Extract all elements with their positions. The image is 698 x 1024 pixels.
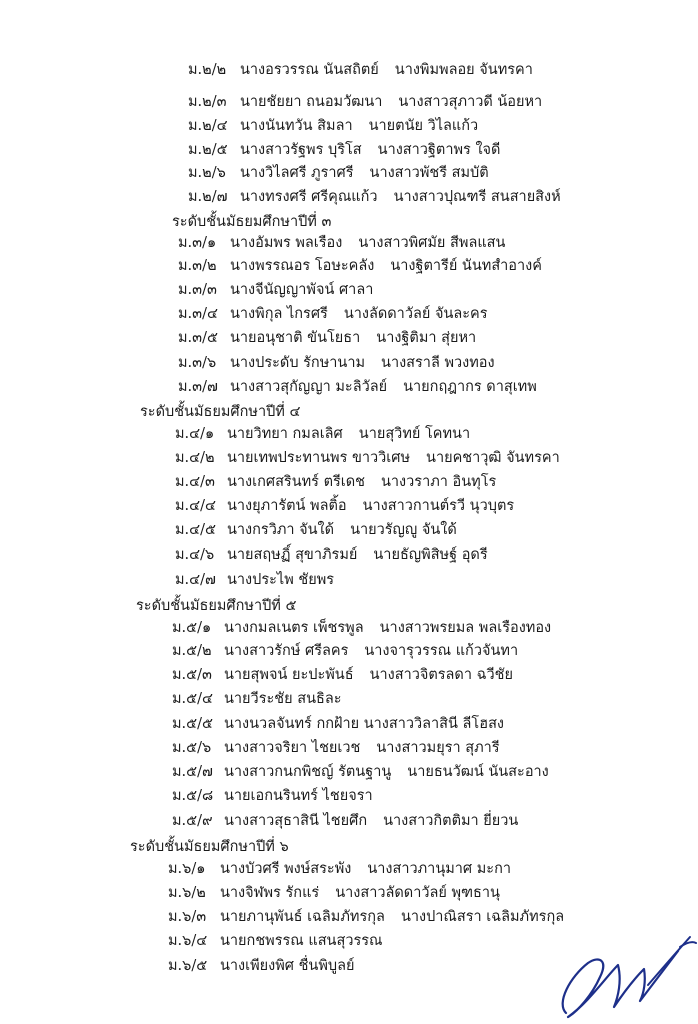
teacher-name: นางวิไลศรี ภูราศรี — [240, 165, 354, 181]
teacher-name: นางพิกุล ไกรศรี — [230, 306, 328, 322]
class-row — [188, 60, 533, 80]
class-label: ม.๕/๔ — [172, 691, 214, 707]
class-row — [188, 187, 561, 207]
teacher-name: นางจิฬพร รักแร่ — [220, 885, 320, 901]
teacher-name: นางอัมพร พลเรือง — [230, 235, 343, 251]
teacher-name: นางจารุวรรณ แก้วจันทา — [364, 643, 519, 659]
teacher-name: นางกรวิภา จันใด้ — [227, 522, 335, 538]
class-row — [175, 448, 560, 468]
class-label: ม.๖/๔ — [168, 933, 208, 949]
class-row — [172, 786, 389, 806]
class-row — [175, 545, 488, 565]
teacher-name: นางอรวรรณ นันสถิตย์ — [240, 62, 379, 78]
teacher-name: นางสาวมยุรา สุภารี — [376, 740, 500, 756]
class-row — [175, 472, 496, 492]
teacher-name: นางประไพ ชัยพร — [227, 572, 335, 588]
class-row — [172, 738, 500, 758]
teacher-name: นางสาวปุณฑรี สนสายสิงห์ — [393, 189, 561, 205]
teacher-name: นายตนัย วิไลแก้ว — [368, 118, 479, 134]
class-row — [172, 641, 518, 661]
class-label: ม.๕/๒ — [172, 643, 212, 659]
class-label: ม.๒/๓ — [188, 94, 227, 110]
class-label: ม.๔/๗ — [175, 572, 216, 588]
teacher-name: นางสาวพิศมัย สีพลแสน — [358, 235, 506, 251]
teacher-name: นายกชพรรณ แสนสุวรรณ — [220, 933, 383, 949]
class-row — [188, 163, 489, 183]
teacher-name: นางสาวรักษ์ ศรีลคร — [224, 643, 349, 659]
class-label: ม.๖/๓ — [168, 909, 207, 925]
teacher-name: นางสาวลัดดาวัลย์ พุฑธานุ — [335, 885, 500, 901]
class-label: ม.๔/๔ — [175, 498, 217, 514]
teacher-name: นางสาวจิตรลดา ฉวีชัย — [369, 667, 513, 683]
teacher-name: นางลัดดาวัลย์ จันละคร — [343, 306, 488, 322]
teacher-name: นางสาวรัฐพร บุริโส — [240, 142, 362, 158]
class-row — [188, 140, 500, 160]
class-label: ม.๖/๕ — [168, 958, 208, 974]
section-heading: ระดับชั้นมัธยมศึกษาปีที่ ๔ — [140, 404, 301, 420]
class-row — [172, 689, 358, 709]
section-heading: ระดับชั้นมัธยมศึกษาปีที่ ๕ — [136, 598, 297, 614]
class-row — [172, 618, 551, 638]
class-label: ม.๕/๙ — [172, 813, 213, 829]
class-row — [175, 496, 514, 516]
teacher-name: นางเพียงพิศ ชื่นพิบูลย์ — [220, 958, 355, 974]
class-row — [178, 233, 505, 253]
teacher-name: นายกฤฎากร ดาสุเทพ — [403, 379, 537, 395]
teacher-name: นางวราภา อินทุโร — [381, 474, 497, 490]
class-row — [168, 956, 371, 976]
teacher-name: นางสาวฐิตาพร ใจดี — [377, 142, 501, 158]
class-row — [172, 811, 518, 831]
class-row — [188, 116, 478, 136]
teacher-name: นายธัญพิสิษฐ์ อุดรี — [373, 547, 488, 563]
teacher-name: นายสุวิทย์ โคทนา — [358, 426, 471, 442]
teacher-name: นายวีระชัย สนธิละ — [224, 691, 342, 707]
teacher-name: นายธนวัฒน์ นันสะอาง — [407, 764, 549, 780]
class-label: ม.๓/๖ — [178, 355, 217, 371]
teacher-name: นางนันทวัน สิมลา — [240, 118, 353, 134]
teacher-name: นางกมลเนตร เพ็ชรพูล — [224, 620, 364, 636]
teacher-name: นางพิมพลอย จันทรคา — [394, 62, 533, 78]
class-label: ม.๕/๑ — [172, 620, 212, 636]
class-label: ม.๒/๗ — [188, 189, 228, 205]
teacher-name: นางสาวสุภาวดี น้อยหา — [398, 94, 543, 110]
class-label: ม.๔/๖ — [175, 547, 215, 563]
class-label: ม.๖/๑ — [168, 861, 206, 877]
signature-stroke-1 — [563, 951, 678, 1017]
class-row — [172, 665, 513, 685]
class-label: ม.๓/๗ — [178, 379, 218, 395]
class-label: ม.๓/๒ — [178, 258, 217, 274]
class-label: ม.๕/๘ — [172, 788, 214, 804]
teacher-name: นายชัยยา ถนอมวัฒนา — [240, 94, 383, 110]
teacher-name: นางสาวพัชรี สมบัติ — [369, 165, 489, 181]
teacher-name: นางสาวกานต์รวี นุวบุตร — [362, 498, 515, 514]
section-heading: ระดับชั้นมัธยมศึกษาปีที่ ๓ — [172, 214, 332, 230]
class-row — [172, 762, 549, 782]
teacher-name: นางสาวจริยา ไชยเวช — [224, 740, 361, 756]
class-label: ม.๒/๒ — [188, 62, 227, 78]
teacher-name: นางสาวกิตติมา ยี่ยวน — [383, 813, 519, 829]
class-row — [168, 907, 564, 927]
class-label: ม.๓/๔ — [178, 306, 218, 322]
class-label: ม.๓/๕ — [178, 330, 218, 346]
class-label: ม.๓/๓ — [178, 282, 217, 298]
teacher-name: นางทรงศรี ศรีคุณแก้ว — [240, 189, 378, 205]
class-row — [178, 256, 542, 276]
class-label: ม.๒/๔ — [188, 118, 228, 134]
teacher-name: นายวิทยา กมลเลิศ — [227, 426, 343, 442]
teacher-name: นายวรัญญู จันใด้ — [350, 522, 457, 538]
teacher-name: นายอนุชาติ ขันโยธา — [230, 330, 361, 346]
teacher-name: นางจีนัญญาพัจน์ ศาลา — [230, 282, 374, 298]
teacher-name: นายสฤษฏิ์ สุขาภิรมย์ — [227, 547, 358, 563]
teacher-name: นางฐิติมา สุ่ยหา — [376, 330, 477, 346]
class-label: ม.๖/๒ — [168, 885, 206, 901]
class-row — [168, 883, 500, 903]
class-label: ม.๒/๖ — [188, 165, 226, 181]
teacher-name: นางสราลี พวงทอง — [381, 355, 495, 371]
teacher-name: นางสาวกนกพิชญ์ รัตนฐานู — [224, 764, 392, 780]
class-label: ม.๒/๕ — [188, 142, 228, 158]
class-row — [175, 570, 350, 590]
class-label: ม.๔/๑ — [175, 426, 215, 442]
teacher-name: นางบัวศรี พงษ์สระพัง — [220, 861, 352, 877]
section-heading: ระดับชั้นมัธยมศึกษาปีที่ ๖ — [130, 839, 289, 855]
teacher-name: นางสาวสุกัญญา มะลิวัลย์ — [230, 379, 388, 395]
teacher-name: นางสาวพรยมล พลเรืองทอง — [379, 620, 552, 636]
class-row — [178, 304, 488, 324]
signature-stroke-3 — [680, 942, 696, 947]
class-label: ม.๕/๓ — [172, 667, 212, 683]
class-label: ม.๔/๕ — [175, 522, 217, 538]
teacher-name: นายภานุพันธ์ เฉลิมภัทรกุล — [220, 909, 385, 925]
teacher-name: นางฐิตารีย์ นันทสำอางค์ — [390, 258, 542, 274]
teacher-name: นางประดับ รักษานาม — [230, 355, 366, 371]
class-label: ม.๔/๓ — [175, 474, 215, 490]
class-row — [178, 328, 476, 348]
class-row — [188, 92, 542, 112]
class-row — [168, 931, 399, 951]
class-row — [168, 859, 511, 879]
teacher-name: นางสาวภานุมาศ มะกา — [367, 861, 512, 877]
class-label: ม.๔/๒ — [175, 450, 215, 466]
teacher-name: นายคชาวุฒิ จันทรคา — [426, 450, 560, 466]
class-label: ม.๕/๕ — [172, 716, 214, 732]
teacher-name: นางเกศสรินทร์ ตรีเดช — [227, 474, 365, 490]
class-row — [178, 353, 495, 373]
class-row — [175, 520, 457, 540]
class-row — [178, 280, 389, 300]
teacher-name: นางนวลจันทร์ กกฝ้าย นางสาววิลาสินี ลีโฮสง — [224, 716, 505, 732]
class-label: ม.๓/๑ — [178, 235, 217, 251]
class-row — [175, 424, 470, 444]
class-row — [178, 377, 537, 397]
class-label: ม.๕/๖ — [172, 740, 212, 756]
teacher-name: นางสาวสุธาสินี ไชยศึก — [224, 813, 368, 829]
class-label: ม.๕/๗ — [172, 764, 213, 780]
handwritten-signature — [548, 885, 698, 1024]
class-row — [172, 714, 520, 734]
teacher-name: นายสุพจน์ ยะปะพันธ์ — [224, 667, 354, 683]
teacher-name: นายเอกนรินทร์ ไชยจรา — [224, 788, 373, 804]
teacher-name: นางปาณิสรา เฉลิมภัทรกุล — [400, 909, 565, 925]
teacher-name: นางพรรณอร โอษะคลัง — [230, 258, 375, 274]
teacher-name: นายเทพประทานพร ขาววิเศษ — [227, 450, 411, 466]
teacher-name: นางยุภารัตน์ พลติ้อ — [227, 498, 347, 514]
